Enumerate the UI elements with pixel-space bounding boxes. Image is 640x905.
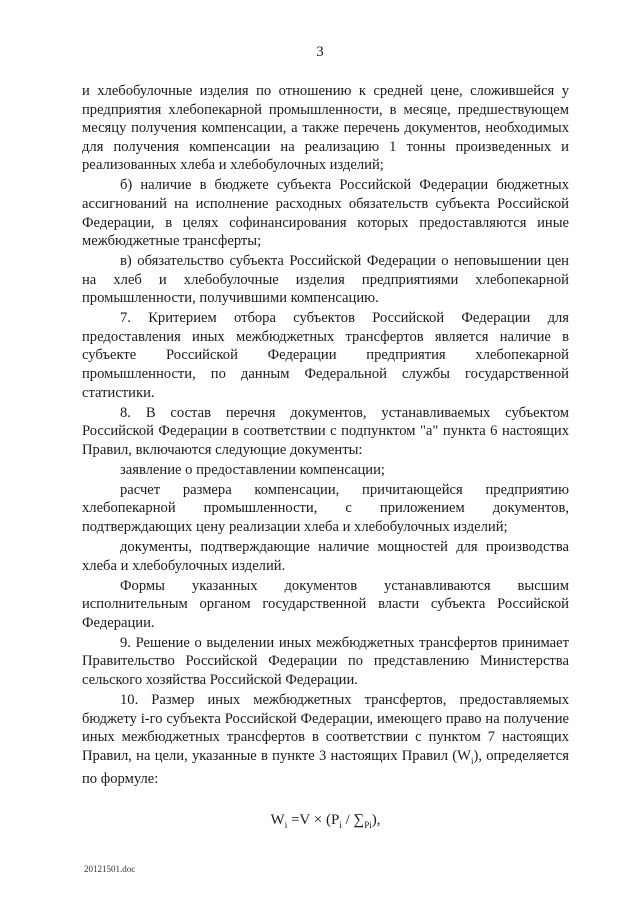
paragraph: документы, подтверждающие наличие мощностей для производства хлеба и хлебобулочных изделий.: [82, 538, 569, 574]
paragraph-10-subscript: i: [470, 755, 474, 766]
formula-p-sub: i: [339, 819, 342, 830]
paragraph-10-text: 10. Размер иных межбюджетных трансфертов, предоставляемых бюджету i-го субъекта Российской Федерации, имеющего право на получение иных межбюджетных трансфертов в соответствии с пунктом 7 настоящих Правил, на цели, указанные в пункте 3 настоящих Правил (W: [82, 691, 569, 764]
formula-end: ),: [371, 811, 381, 828]
formula-w-sub: i: [284, 819, 288, 830]
paragraph: и хлебобулочные изделия по отношению к средней цене, сложившейся у предприятия хлебопекарной промышленности, в месяце, предшествующем месяцу получения компенсации, а также перечень документов, необходимых для получения компенсации на реализацию 1 тонны произведенных и реализованных хлеба и хлебобулочных изделий;: [82, 83, 569, 174]
document-body: [82, 82, 569, 834]
paragraph: Формы указанных документов устанавливаются высшим исполнительным органом государственной власти субъекта Российской Федерации.: [82, 577, 569, 631]
footer-filename: 20121501.doc: [84, 864, 136, 874]
paragraph: 7. Критерием отбора субъектов Российской Федерации для предоставления иных межбюджетных трансфертов является наличие в субъекте Российской Федерации предприятия хлебопекарной промышленности, по данным Федеральной службы государственной статистики.: [82, 310, 569, 401]
page-number: 3: [316, 44, 324, 60]
paragraph: 8. В состав перечня документов, устанавливаемых субъектом Российской Федерации в соответствии с подпунктом "а" пункта 6 настоящих Правил, включаются следующие документы:: [82, 404, 569, 458]
paragraph: заявление о предоставлении компенсации;: [120, 461, 385, 478]
paragraph-10-tail: ), определяется по формуле:: [82, 747, 570, 788]
paragraph: 9. Решение о выделении иных межбюджетных трансфертов принимает Правительство Российской Федерации по представлению Министерства сельского хозяйства Российской Федерации.: [82, 634, 569, 688]
formula-sum-sub: Pi: [364, 819, 372, 830]
formula-mid: =V × (P: [287, 811, 340, 828]
formula: [82, 811, 569, 835]
paragraph-10: [82, 691, 569, 789]
paragraph: в) обязательство субъекта Российской Федерации о неповышении цен на хлеб и хлебобулочные изделия предприятиями хлебопекарной промышленности, получившими компенсацию.: [82, 253, 569, 307]
paragraph: б) наличие в бюджете субъекта Российской Федерации бюджетных ассигнований на исполнение расходных обязательств субъекта Российской Федерации, в целях софинансирования которых предоставляются иные межбюджетные трансферты;: [82, 177, 569, 250]
formula-div: / ∑: [341, 811, 365, 828]
paragraph: расчет размера компенсации, причитающейся предприятию хлебопекарной промышленности, с приложением документов, подтверждающих цену реализации хлеба и хлебобулочных изделий;: [82, 481, 569, 535]
formula-w: W: [270, 811, 285, 828]
